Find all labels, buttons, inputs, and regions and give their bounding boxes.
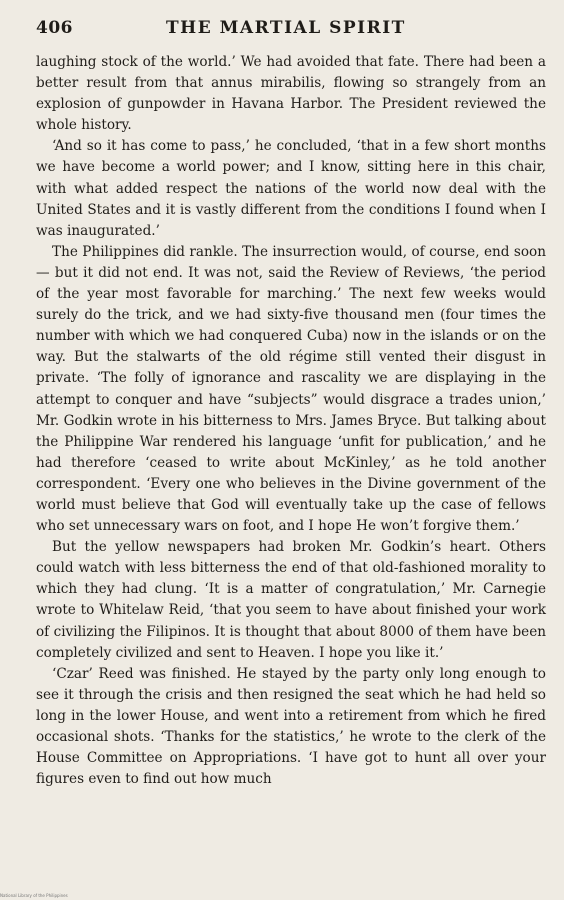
book-page	[36, 18, 546, 790]
paragraph: ‘And so it has come to pass,’ he concluded, ‘that in a few short months we have become a world power; and I know, sitting here in this chair, with what added respect the nations of the world now deal with the United States and it is vastly different from the conditions I found when I was inaugurated.’	[36, 138, 546, 239]
running-title: THE MARTIAL SPIRIT	[166, 18, 406, 38]
paragraph: ‘Czar’ Reed was finished. He stayed by the party only long enough to see it through the crisis and then resigned the seat which he had held so long in the lower House, and went into a retirement from which he fired occasional shots. ‘Thanks for the statistics,’ he wrote to the clerk of the House Committee on Appropriations. ‘I have got to hunt all over your figures even to find out how much	[36, 665, 546, 788]
library-watermark: National Library of the Philippines	[0, 893, 68, 898]
page-number: 406	[36, 18, 73, 38]
paragraph: The Philippines did rankle. The insurrection would, of course, end soon — but it did not end. It was not, said the Review of Reviews, ‘the period of the year most favorable for marching.’ The next few weeks would surely do the trick, and we had sixty-five thousand men (four times the number with which we had conquered Cuba) now in the islands or on the way. But the stalwarts of the old régime still vented their disgust in private. ‘The folly of ignorance and rascality we are displaying in the attempt to conquer and have “subjects” would disgrace a trades union,’ Mr. Godkin wrote in his bitterness to Mrs. James Bryce. But talking about the Philippine War rendered his language ‘unfit for publication,’ and he had therefore ‘ceased to write about McKinley,’ as he told another correspondent. ‘Every one who believes in the Divine government of the world must believe that God will eventually take up the case of fellows who set unnecessary wars on foot, and I hope He won’t forgive them.’	[36, 243, 546, 535]
running-head	[36, 18, 546, 46]
paragraph: laughing stock of the world.’ We had avoided that fate. There had been a better result from that annus mirabilis, flowing so strangely from an explosion of gunpowder in Havana Harbor. The President reviewed the whole history.	[36, 54, 546, 134]
body-text	[36, 52, 546, 790]
paragraph: But the yellow newspapers had broken Mr. Godkin’s heart. Others could watch with less bitterness the end of that old-fashioned morality to which they had clung. ‘It is a matter of congratulation,’ Mr. Carnegie wrote to Whitelaw Reid, ‘that you seem to have about finished your work of civilizing the Filipinos. It is thought that about 8000 of them have been completely civilized and sent to Heaven. I hope you like it.’	[36, 539, 546, 661]
